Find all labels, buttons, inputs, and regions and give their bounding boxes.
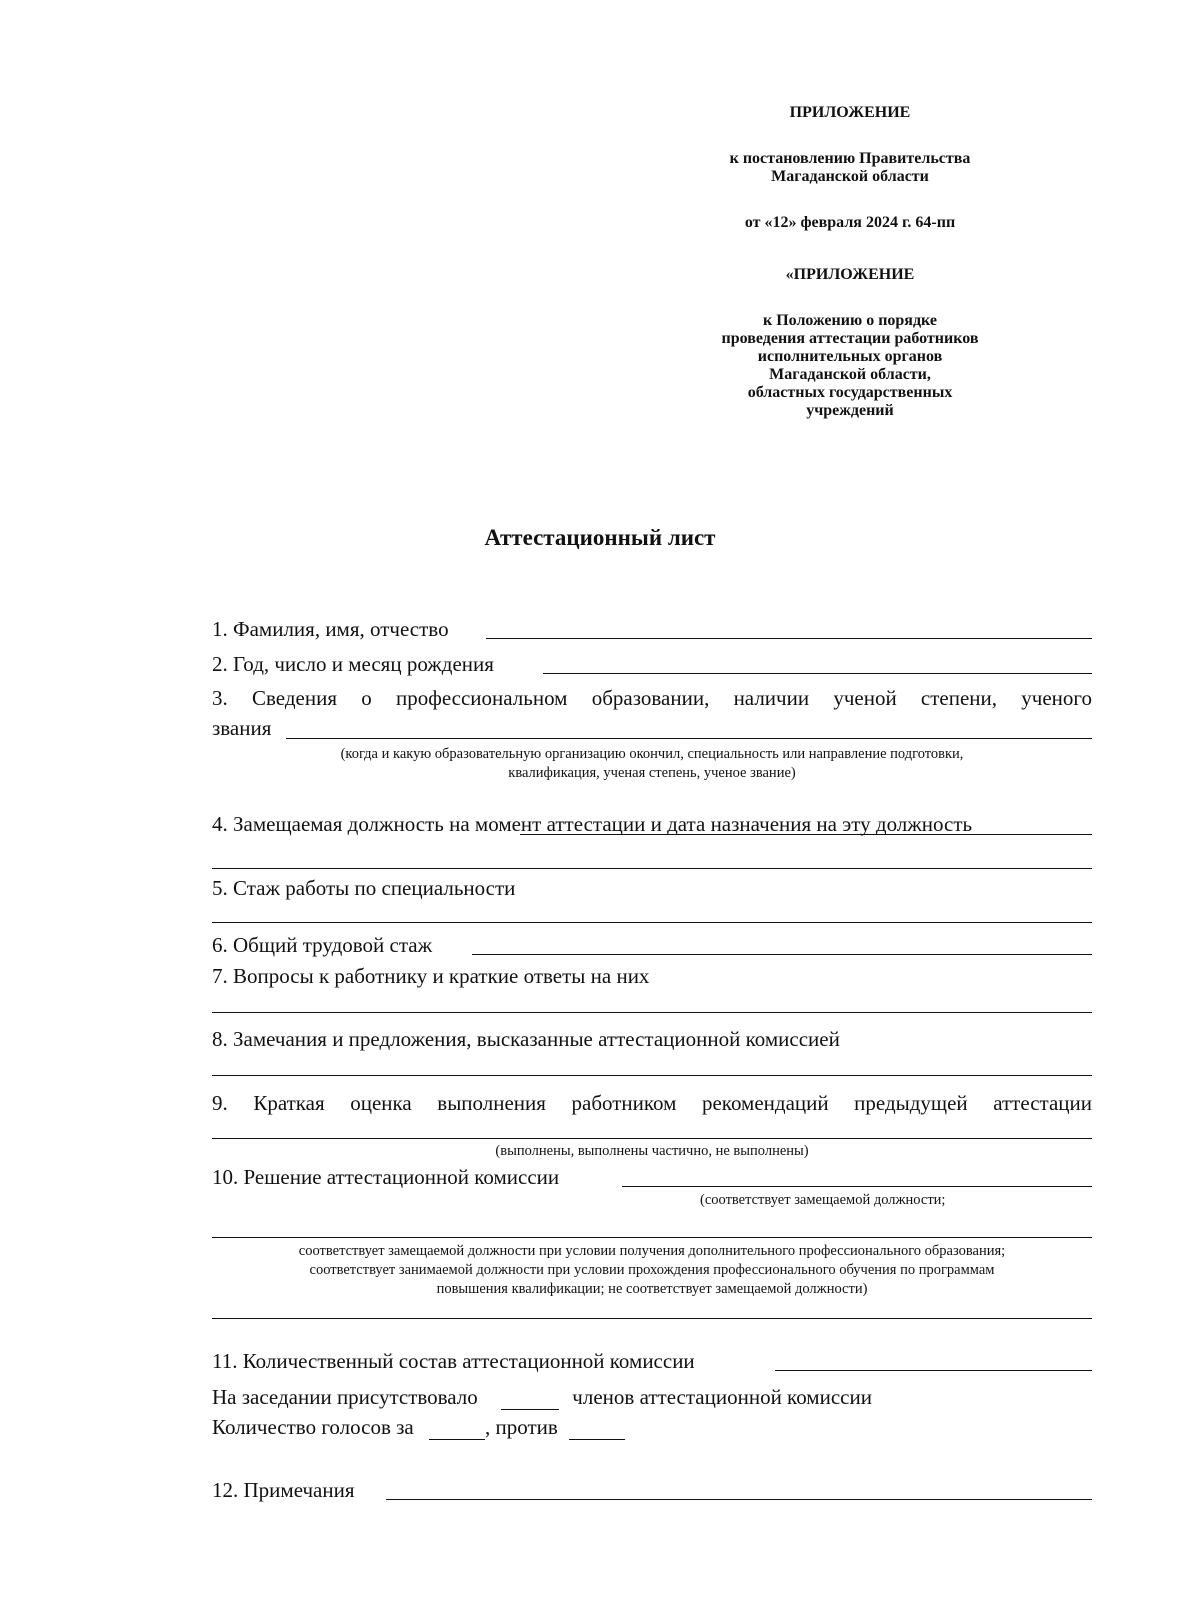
hint-line: квалификация, ученая степень, ученое звание) xyxy=(508,765,796,781)
field-members-present xyxy=(212,1384,1092,1410)
field-remarks xyxy=(212,1026,1092,1052)
field-label: 2. Год, число и месяц рождения xyxy=(212,652,494,676)
field-label: 8. Замечания и предложения, высказанные аттестационной комиссией xyxy=(212,1027,840,1051)
annex-title xyxy=(600,104,1100,122)
members-present-suffix: членов аттестационной комиссии xyxy=(572,1385,872,1409)
field-label: 7. Вопросы к работнику и краткие ответы на них xyxy=(212,964,650,988)
decision-input-line-2[interactable] xyxy=(212,1237,1092,1238)
resolution-line-2: Магаданской области xyxy=(771,168,929,185)
regulation-reference xyxy=(600,312,1100,420)
resolution-reference xyxy=(600,150,1100,186)
field-label: 10. Решение аттестационной комиссии xyxy=(212,1165,560,1189)
regulation-line: Магаданской области, xyxy=(769,366,931,383)
document-title: Аттестационный лист xyxy=(484,525,716,550)
decision-input-line[interactable] xyxy=(622,1186,1092,1187)
hint-line: повышения квалификации; не соответствует замещаемой должности) xyxy=(436,1281,868,1297)
birth-date-input-line[interactable] xyxy=(543,673,1092,674)
field-votes xyxy=(212,1414,1092,1440)
inner-annex-title xyxy=(600,266,1100,284)
resolution-line-1: к постановлению Правительства xyxy=(729,150,971,167)
votes-against-label: , против xyxy=(485,1415,558,1439)
field-label: 9. Краткая оценка выполнения работником рекомендаций предыдущей аттестации xyxy=(212,1091,1092,1115)
commission-composition-input-line[interactable] xyxy=(775,1370,1092,1371)
remarks-input-line[interactable] xyxy=(212,1075,1092,1076)
field-label: 6. Общий трудовой стаж xyxy=(212,933,433,957)
field-previous-recommendations xyxy=(212,1090,1092,1116)
members-present-label: На заседании присутствовало xyxy=(212,1385,478,1409)
regulation-line: к Положению о порядке xyxy=(763,312,937,329)
questions-input-line[interactable] xyxy=(212,1012,1092,1013)
position-input-line[interactable] xyxy=(520,834,1092,835)
hint-line: соответствует занимаемой должности при условии прохождения профессионального обучения по программам xyxy=(309,1262,995,1278)
decision-options-hint xyxy=(212,1242,1092,1299)
field-label: звания xyxy=(212,716,272,740)
full-name-input-line[interactable] xyxy=(486,638,1092,639)
previous-recommendations-input-line[interactable] xyxy=(212,1138,1092,1139)
field-label: 3. Сведения о профессиональном образовании, наличии ученой степени, ученого xyxy=(212,686,1092,710)
field-label: 11. Количественный состав аттестационной комиссии xyxy=(212,1349,695,1373)
field-questions xyxy=(212,963,1092,989)
specialty-experience-input-line[interactable] xyxy=(212,922,1092,923)
votes-against-input[interactable] xyxy=(569,1419,625,1440)
field-label: 12. Примечания xyxy=(212,1478,355,1502)
members-present-input[interactable] xyxy=(501,1389,559,1410)
field-education xyxy=(212,685,1092,711)
resolution-date-text: от «12» февраля 2024 г. 64-пп xyxy=(744,214,956,231)
notes-input-line[interactable] xyxy=(386,1499,1092,1500)
education-hint xyxy=(212,745,1092,783)
votes-for-input[interactable] xyxy=(429,1419,485,1440)
regulation-line: проведения аттестации работников xyxy=(721,330,979,347)
decision-hint: (соответствует замещаемой должности; xyxy=(700,1192,946,1208)
regulation-line: учреждений xyxy=(806,402,894,419)
field-specialty-experience xyxy=(212,875,1092,901)
field-label: 1. Фамилия, имя, отчество xyxy=(212,617,449,641)
resolution-date xyxy=(600,214,1100,232)
field-label: 5. Стаж работы по специальности xyxy=(212,876,516,900)
hint-line: соответствует замещаемой должности при условии получения дополнительного профессионального образования; xyxy=(298,1243,1006,1259)
total-experience-input-line[interactable] xyxy=(472,954,1092,955)
inner-annex-title-text: «ПРИЛОЖЕНИЕ xyxy=(785,266,915,283)
decision-input-line-3[interactable] xyxy=(212,1318,1092,1319)
regulation-line: областных государственных xyxy=(747,384,953,401)
votes-for-label: Количество голосов за xyxy=(212,1415,414,1439)
hint-line: (когда и какую образовательную организацию окончил, специальность или направление подготовки, xyxy=(340,746,964,762)
regulation-line: исполнительных органов xyxy=(757,348,943,365)
annex-title-text: ПРИЛОЖЕНИЕ xyxy=(789,104,911,121)
position-input-line-2[interactable] xyxy=(212,868,1092,869)
previous-recommendations-hint: (выполнены, выполнены частично, не выполнены) xyxy=(495,1143,809,1159)
education-input-line[interactable] xyxy=(286,738,1092,739)
field-label: 4. Замещаемая должность на момент аттестации и дата назначения на эту должность xyxy=(212,812,973,836)
